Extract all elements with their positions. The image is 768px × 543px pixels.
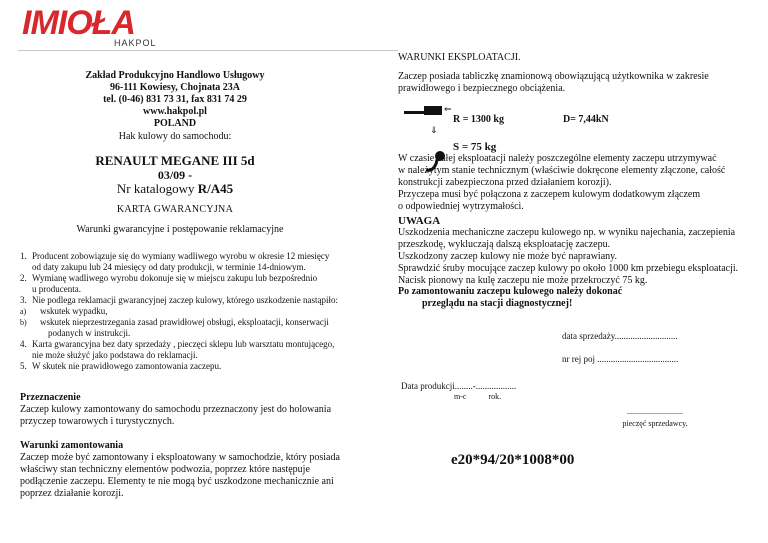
operation-title: WARUNKI EKSPLOATACJI. xyxy=(398,52,521,63)
warning-title: UWAGA xyxy=(398,215,441,227)
production-date-field: Data produkcji........-.................. m-c rok. xyxy=(401,381,517,401)
warranty-item-text: Nie podlega reklamacji gwarancyjnej zaczep kulowy, którego uszkodzenie nastąpiło: xyxy=(32,295,339,305)
warranty-item-number: 3. xyxy=(20,295,27,305)
purpose-title: Przeznaczenie xyxy=(20,392,81,403)
purpose-section xyxy=(20,392,360,428)
logo-subtitle: HAKPOL xyxy=(114,38,157,48)
company-address: Zakład Produkcyjno Handlowo Usługowy 96-111 Kowiesy, Chojnata 23A tel. (0-46) 831 73 31, fax 831 74 29 www.hakpol.pl POLAND xyxy=(85,70,265,129)
car-date: 03/09 - xyxy=(157,168,193,182)
mounting-text: Zaczep może być zamontowany i eksploatowany w samochodzie, który posiada właściwy stan techniczny elementów podwozia, poprzez które następuje podłączenie zaczepu. Elementy te nie mogą być uszkodzone mechanicznie ani poprzez działanie korozji. xyxy=(20,452,340,499)
warranty-item xyxy=(20,251,360,273)
hook-load-icon xyxy=(402,103,452,137)
warranty-item xyxy=(20,361,360,372)
seller-stamp: ............................ pieczęć sprzedawcy. xyxy=(622,407,688,428)
warranty-item-text: Karta gwarancyjna bez daty sprzedaży , pieczęci sklepu lub warsztatu montującego, xyxy=(32,339,335,349)
maintenance-text: W czasie całej eksploatacji należy poszczególne elementy zaczepu utrzymywać w należytym stanie technicznym (właściwie dokręcone elementy złączone, całość konstrukcji zabezpieczona przed działaniem korozji). Przyczepa musi być połączona z zaczepem kulowym dodatkowym złączem o odpowiedniej wytrzymałości. xyxy=(398,153,726,212)
catalog-number: Nr katalogowy R/A45 xyxy=(116,181,234,196)
warranty-item-number: a) xyxy=(20,307,27,316)
warranty-item xyxy=(20,317,360,339)
vehicle-info xyxy=(70,154,280,196)
after-mount-notice: Po zamontowaniu zaczepu kulowego należy dokonać przeglądu na stacji diagnostycznej! xyxy=(398,286,623,309)
warranty-item xyxy=(20,306,360,317)
warranty-list xyxy=(20,251,360,372)
warranty-item-text: W skutek nie prawidłowego zamontowania zaczepu. xyxy=(32,361,222,371)
svg-text:⇐: ⇐ xyxy=(444,105,452,115)
rating-r: R = 1300 kg xyxy=(453,114,504,125)
card-title: KARTA GWARANCYJNA xyxy=(116,204,234,215)
warranty-item xyxy=(20,295,360,306)
warranty-item-continuation: podanych w instrukcji. xyxy=(48,328,131,338)
warranty-item-number: 1. xyxy=(20,251,27,261)
warranty-item-text: wskutek wypadku, xyxy=(40,306,108,316)
operation-text: Zaczep posiada tabliczkę znamionową obowiązującą użytkownika w zakresie prawidłowego i bezpiecznego obciążenia. xyxy=(398,71,709,94)
warranty-item-text: Wymianę wadliwego wyrobu dokonuje się w miejscu zakupu lub bezpośrednio xyxy=(32,273,318,283)
warning-section: UWAGA Uszkodzenia mechaniczne zaczepu kulowego np. w wyniku najechania, zaczepienia przeszkodę, wykluczają dalszą eksploatację zaczepu. Uszkodzony zaczep kulowy nie może być naprawiany. Sprawdzić śruby mocujące zaczep kulowy po około 1000 km przebiegu eksploatacji. Nacisk pionowy na kulę zaczepu nie może przekroczyć 75 kg. xyxy=(398,215,758,287)
company-logo xyxy=(18,4,168,52)
rating-s: S = 75 kg xyxy=(453,141,497,153)
warranty-item xyxy=(20,273,360,295)
purpose-text: Zaczep kulowy zamontowany do samochodu przeznaczony jest do holowania przyczep towarowych i turystycznych. xyxy=(20,404,332,427)
rating-d: D= 7,44kN xyxy=(563,114,609,125)
approval-number: e20*94/20*1008*00 xyxy=(451,452,575,468)
warranty-item-number: 4. xyxy=(20,339,27,349)
mounting-section xyxy=(20,440,350,500)
warranty-heading: Warunki gwarancyjne i postępowanie reklamacyjne xyxy=(76,224,284,235)
warranty-item xyxy=(20,339,360,361)
hook-for-label: Hak kulowy do samochodu: xyxy=(118,131,232,142)
sale-date-field: data sprzedaży............................ xyxy=(562,331,678,341)
warranty-item-number: b) xyxy=(20,318,27,327)
registration-field: nr rej poj .................................... xyxy=(562,354,679,364)
car-model: RENAULT MEGANE III 5d xyxy=(95,153,255,168)
warranty-item-continuation: u producenta. xyxy=(32,284,81,294)
warranty-item-number: 2. xyxy=(20,273,27,283)
warranty-item-continuation: nie może służyć jako podstawa do reklamacji. xyxy=(32,350,198,360)
logo-divider xyxy=(18,50,398,51)
svg-text:⇓: ⇓ xyxy=(430,126,438,136)
mounting-title: Warunki zamontowania xyxy=(20,440,124,451)
warranty-item-continuation: od daty zakupu lub 24 miesięcy od daty produkcji, w terminie 14-dniowym. xyxy=(32,262,306,272)
logo-brand: IMIOŁA xyxy=(22,4,135,42)
warranty-item-text: Producent zobowiązuje się do wymiany wadliwego wyrobu w okresie 12 miesięcy xyxy=(32,251,330,261)
warranty-item-number: 5. xyxy=(20,361,27,371)
warranty-item-text: wskutek nieprzestrzegania zasad prawidłowej obsługi, eksploatacji, konserwacji xyxy=(40,317,329,327)
